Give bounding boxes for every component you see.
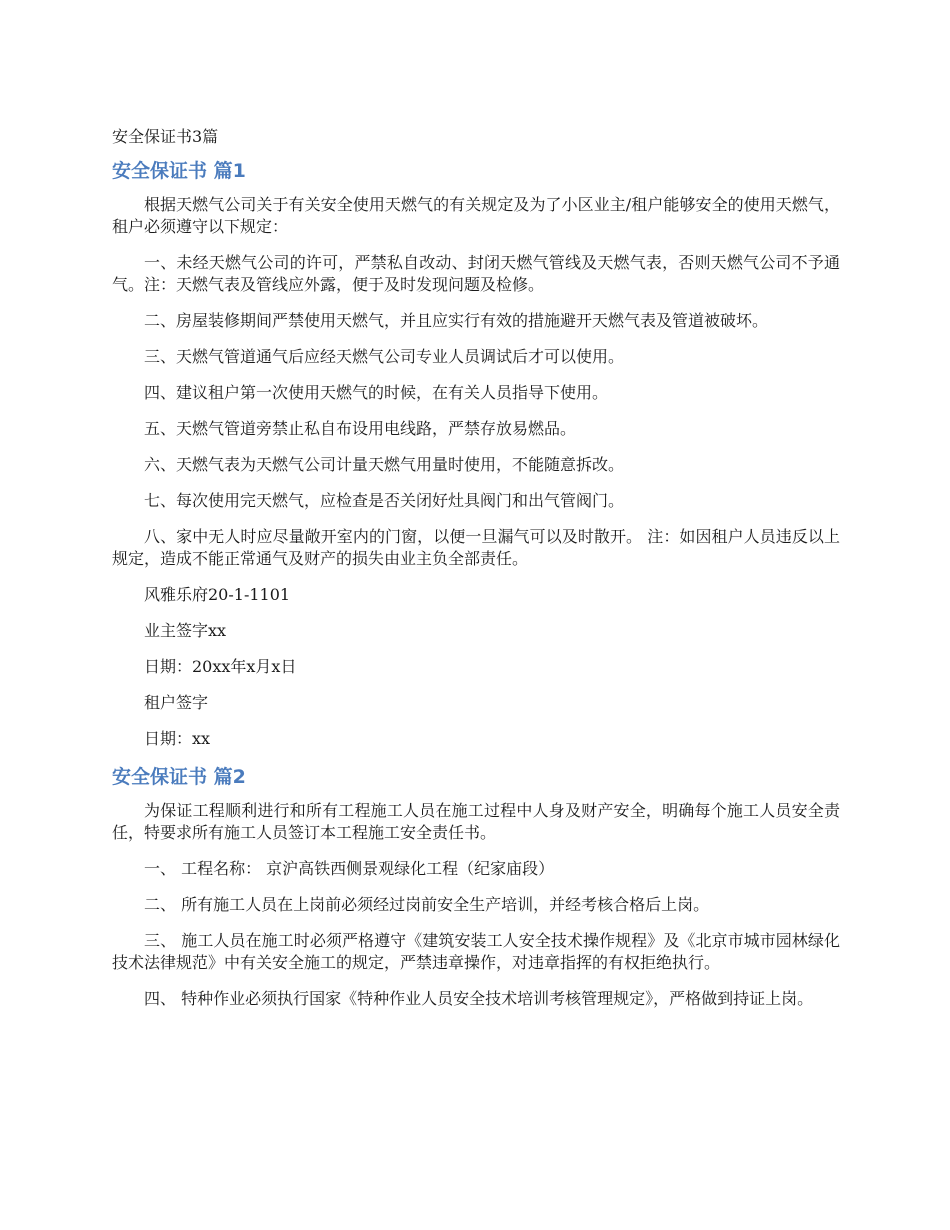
document-title: 安全保证书3篇 <box>112 127 219 146</box>
paragraph: 根据天燃气公司关于有关安全使用天燃气的有关规定及为了小区业主/租户能够安全的使用天燃气，租户必须遵守以下规定： <box>112 195 840 236</box>
paragraph: 三、天燃气管道通气后应经天燃气公司专业人员调试后才可以使用。 <box>144 347 625 366</box>
tenant-signature: 租户签字 <box>144 693 209 712</box>
paragraph: 四、建议租户第一次使用天燃气的时候，在有关人员指导下使用。 <box>144 383 609 402</box>
section-heading: 安全保证书 篇1 <box>112 160 246 182</box>
paragraph: 四、 特种作业必须执行国家《特种作业人员安全技术培训考核管理规定》，严格做到持证上岗。 <box>144 989 814 1008</box>
paragraph: 八、家中无人时应尽量敞开室内的门窗，以便一旦漏气可以及时散开。 注：如因租户人员违反以上规定，造成不能正常通气及财产的损失由业主负全部责任。 <box>112 527 840 568</box>
section-heading: 安全保证书 篇2 <box>112 766 246 788</box>
paragraph: 一、未经天燃气公司的许可，严禁私自改动、封闭天燃气管线及天燃气表，否则天燃气公司不予通气。注：天燃气表及管线应外露，便于及时发现问题及检修。 <box>112 253 840 294</box>
document-page <box>112 124 840 1024</box>
paragraph: 二、 所有施工人员在上岗前必须经过岗前安全生产培训，并经考核合格后上岗。 <box>144 895 710 914</box>
paragraph: 一、 工程名称： 京沪高铁西侧景观绿化工程（纪家庙段） <box>144 859 555 878</box>
paragraph: 三、 施工人员在施工时必须严格遵守《建筑安装工人安全技术操作规程》及《北京市城市园林绿化技术法律规范》中有关安全施工的规定，严禁违章操作，对违章指挥的有权拒绝执行。 <box>112 931 840 972</box>
date-line: 日期：xx <box>144 729 211 748</box>
address-line: 风雅乐府20-1-1101 <box>144 585 291 604</box>
section-2 <box>112 764 840 1010</box>
date-line: 日期：20xx年x月x日 <box>144 657 297 676</box>
owner-signature: 业主签字xx <box>144 621 227 640</box>
section-1 <box>112 158 840 750</box>
paragraph: 五、天燃气管道旁禁止私自布设用电线路，严禁存放易燃品。 <box>144 419 577 438</box>
paragraph: 二、房屋装修期间严禁使用天燃气，并且应实行有效的措施避开天燃气表及管道被破坏。 <box>144 311 769 330</box>
paragraph: 为保证工程顺利进行和所有工程施工人员在施工过程中人身及财产安全，明确每个施工人员安全责任，特要求所有施工人员签订本工程施工安全责任书。 <box>112 801 840 842</box>
paragraph: 六、天燃气表为天燃气公司计量天燃气用量时使用，不能随意拆改。 <box>144 455 625 474</box>
paragraph: 七、每次使用完天燃气，应检查是否关闭好灶具阀门和出气管阀门。 <box>144 491 625 510</box>
